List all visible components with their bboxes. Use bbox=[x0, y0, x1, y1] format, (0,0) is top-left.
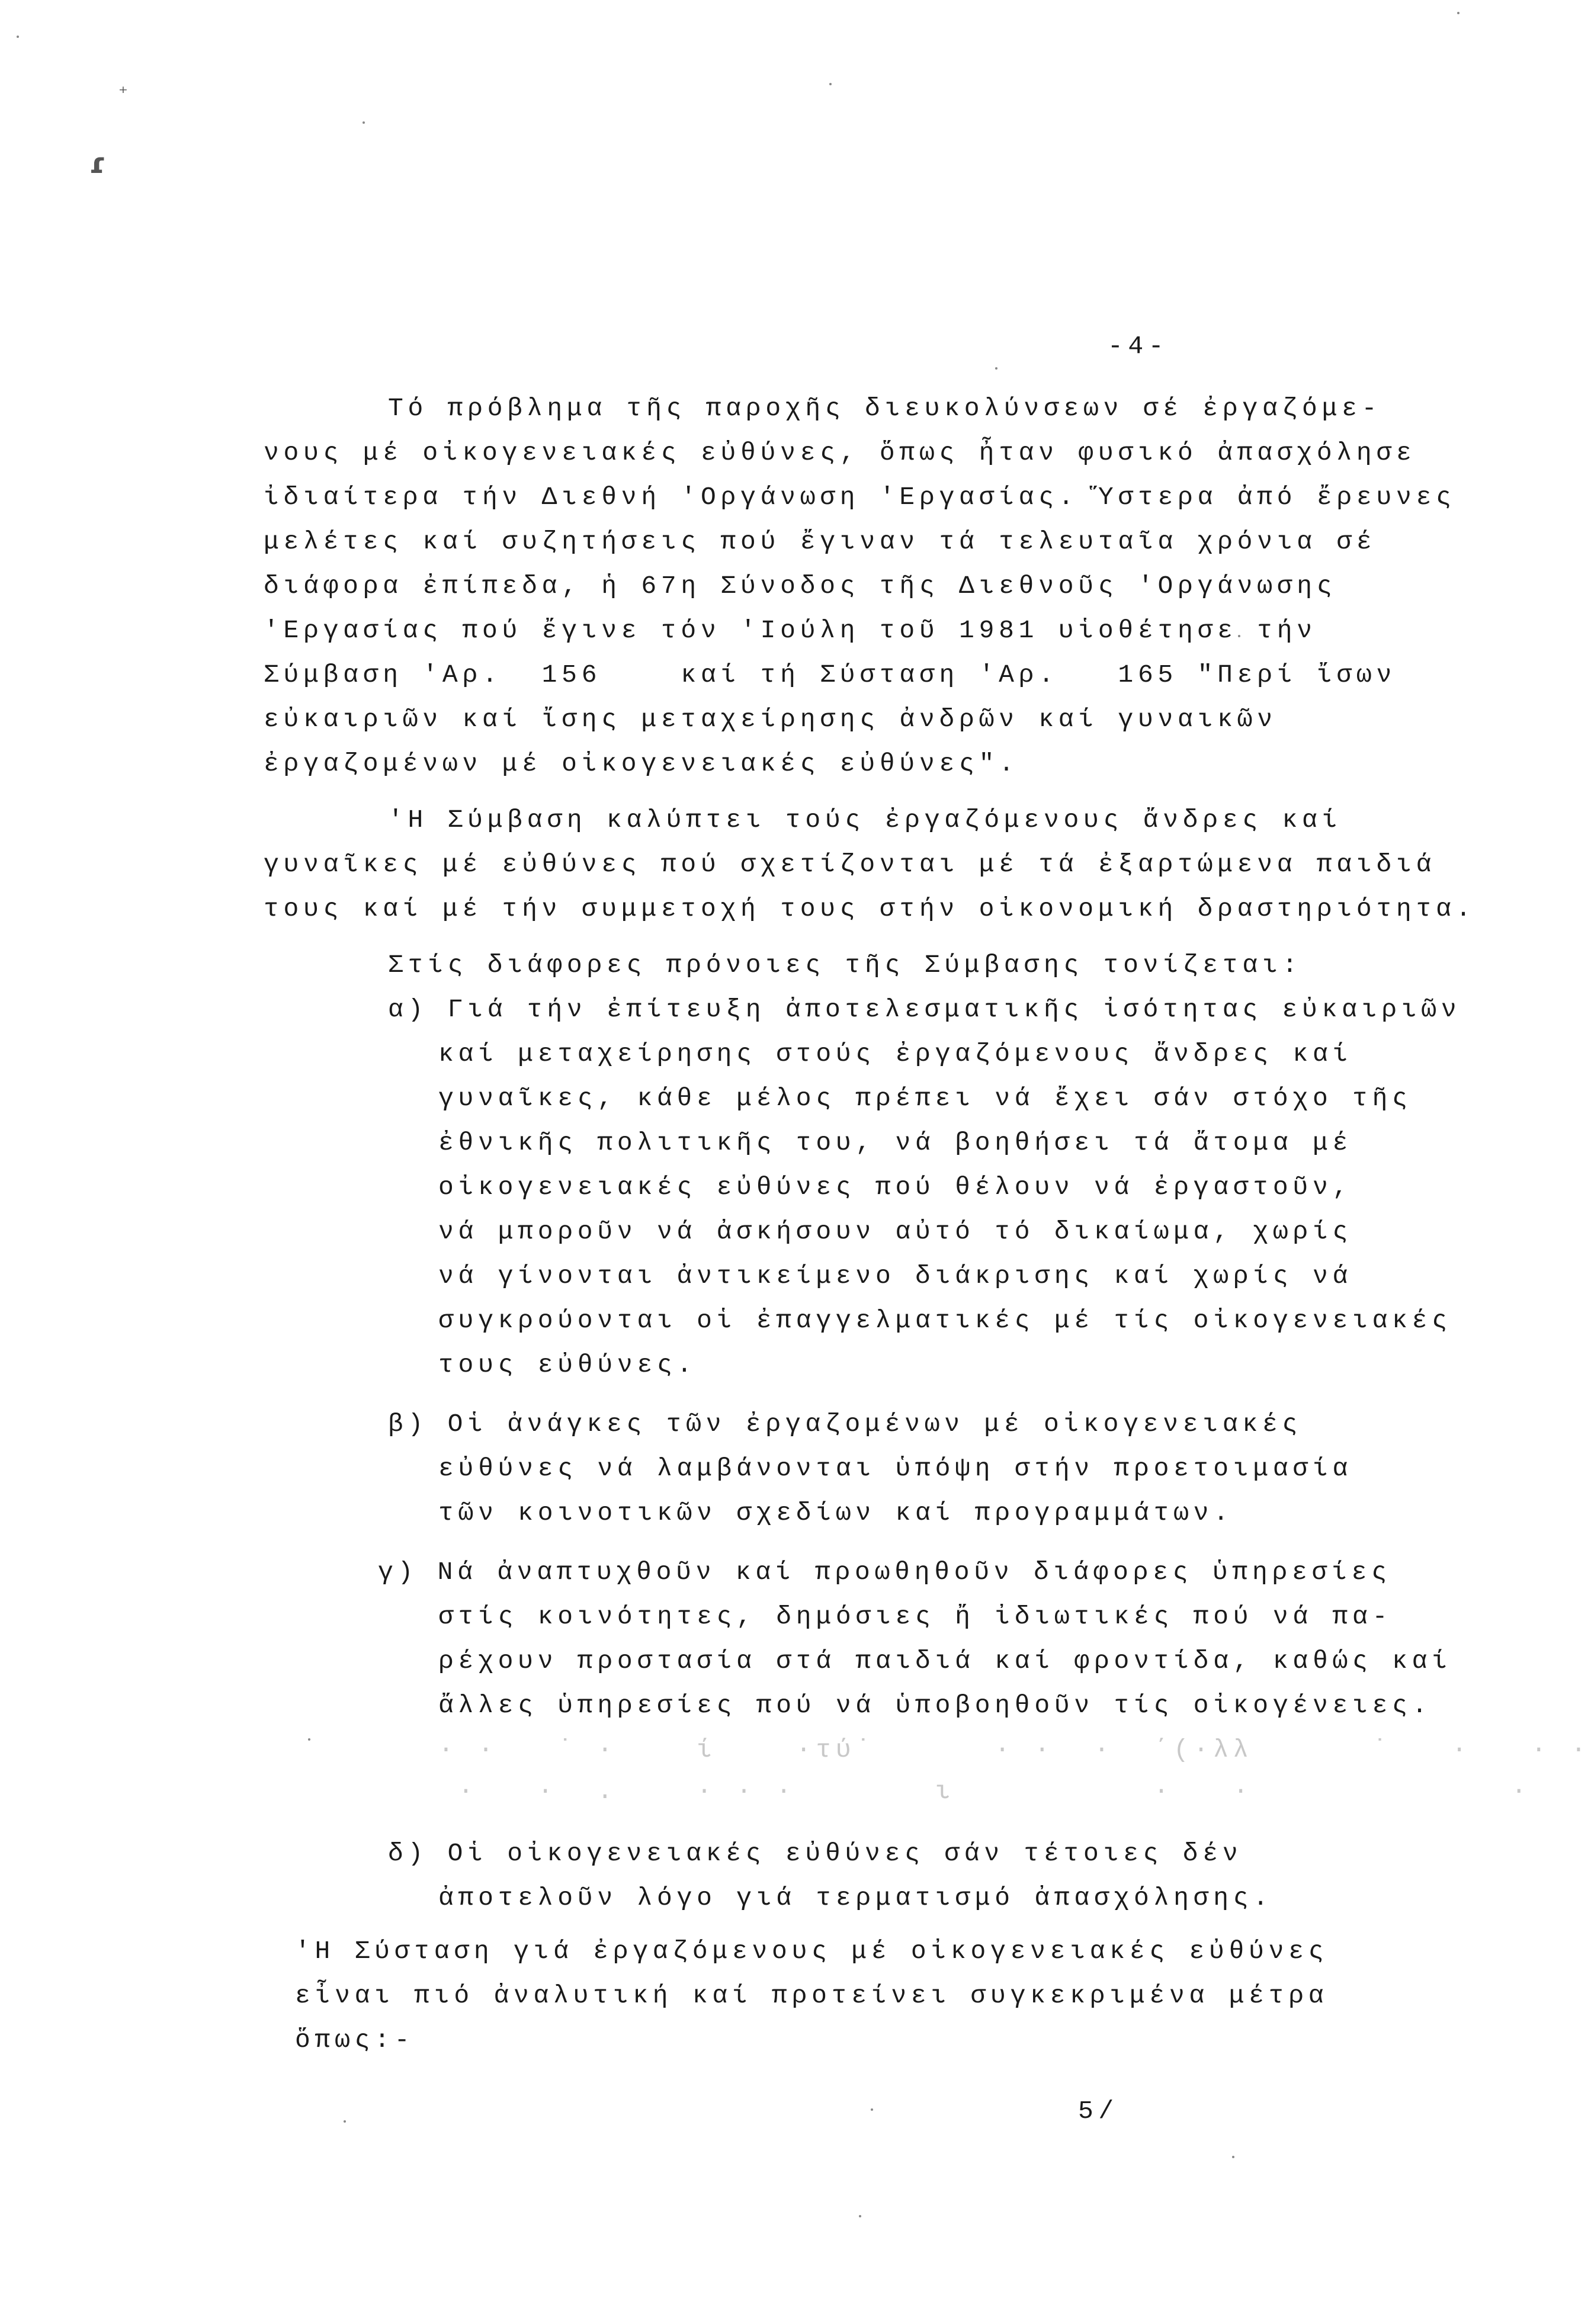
next-page-marker: 5/ bbox=[1078, 2097, 1119, 2126]
paragraph-1-line: ἐργαζομένων μέ οἰκογενειακές εὐθύνες". bbox=[264, 749, 1019, 778]
page-number: -4- bbox=[1108, 332, 1169, 361]
paragraph-1-line: Τό πρόβλημα τῆς παροχῆς διευκολύνσεων σέ ἐργαζόμε- bbox=[388, 394, 1382, 423]
scan-mark: ⁺ bbox=[118, 83, 128, 104]
item-a-line: γυναῖκες, κάθε μέλος πρέπει νά ἔχει σάν στόχο τῆς bbox=[438, 1084, 1412, 1113]
scan-speck bbox=[859, 2215, 861, 2217]
paragraph-4-line: 'Η Σύσταση γιά ἐργαζόμενους μέ οἰκογενειακές εὐθύνες bbox=[295, 1937, 1329, 1966]
item-b-line: εὐθύνες νά λαμβάνονται ὑπόψη στήν προετοιμασία bbox=[438, 1454, 1353, 1483]
paragraph-4-line: εἶναι πιό ἀναλυτική καί προτείνει συγκεκριμένα μέτρα bbox=[295, 1981, 1329, 2010]
scan-speck bbox=[871, 2108, 873, 2111]
paragraph-1-line: ἰδιαίτερα τήν Διεθνή 'Οργάνωση 'Εργασίας. Ὕστερα ἀπό ἔρευνες bbox=[264, 483, 1456, 512]
paragraph-2-line: γυναῖκες μέ εὐθύνες πού σχετίζονται μέ τά ἐξαρτώμενα παιδιά bbox=[264, 850, 1436, 879]
faded-text-artifact: · · ˙ · ί ·τύ˙ · · · ΄(·λλ ˙ · · · bbox=[438, 1735, 1591, 1764]
scan-speck bbox=[363, 121, 365, 124]
scan-mark: ɾ bbox=[89, 147, 106, 180]
item-b-line: β) Οἱ ἀνάγκες τῶν ἐργαζομένων μέ οἰκογενειακές bbox=[388, 1410, 1303, 1439]
item-d-line: ἀποτελοῦν λόγο γιά τερματισμό ἀπασχόλησης. bbox=[438, 1883, 1273, 1912]
paragraph-2-line: τους καί μέ τήν συμμετοχή τους στήν οἰκονομική δραστηριότητα. bbox=[264, 894, 1476, 923]
item-a-line: καί μεταχείρησης στούς ἐργαζόμενους ἄνδρες καί bbox=[438, 1039, 1353, 1068]
item-a-line: ἐθνικῆς πολιτικῆς του, νά βοηθήσει τά ἄτομα μέ bbox=[438, 1128, 1353, 1157]
paragraph-1-line: μελέτες καί συζητήσεις πού ἔγιναν τά τελευταῖα χρόνια σέ bbox=[264, 527, 1377, 556]
item-a-line: νά γίνονται ἀντικείμενο διάκρισης καί χωρίς νά bbox=[438, 1261, 1353, 1291]
item-a-line: α) Γιά τήν ἐπίτευξη ἀποτελεσματικῆς ἰσότητας εὐκαιριῶν bbox=[388, 995, 1461, 1024]
item-d-line: δ) Οἱ οἰκογενειακές εὐθύνες σάν τέτοιες δέν bbox=[388, 1839, 1243, 1868]
paragraph-1-line: 'Εργασίας πού ἔγινε τόν 'Ιούλη τοῦ 1981 υἱοθέτησε τήν bbox=[264, 616, 1317, 645]
provisions-intro: Στίς διάφορες πρόνοιες τῆς Σύμβασης τονίζεται: bbox=[388, 951, 1303, 980]
scan-speck bbox=[1232, 2156, 1234, 2158]
scan-speck bbox=[17, 36, 19, 38]
item-a-line: νά μποροῦν νά ἀσκήσουν αὐτό τό δικαίωμα, χωρίς bbox=[438, 1217, 1353, 1246]
item-a-line: οἰκογενειακές εὐθύνες πού θέλουν νά ἐργαστοῦν, bbox=[438, 1173, 1353, 1202]
scan-speck bbox=[344, 2120, 346, 2123]
item-a-line: συγκρούονται οἱ ἐπαγγελματικές μέ τίς οἰκογενειακές bbox=[438, 1306, 1452, 1335]
paragraph-1-line: διάφορα ἐπίπεδα, ἡ 67η Σύνοδος τῆς Διεθνοῦς 'Οργάνωσης bbox=[264, 572, 1337, 601]
item-c-line: ἄλλες ὑπηρεσίες πού νά ὑποβοηθοῦν τίς οἰκογένειες. bbox=[438, 1691, 1432, 1720]
item-c-line: στίς κοινότητες, δημόσιες ἤ ἰδιωτικές πού νά πα- bbox=[438, 1602, 1393, 1631]
item-c-line: ρέχουν προστασία στά παιδιά καί φροντίδα, καθώς καί bbox=[438, 1646, 1452, 1675]
scan-speck bbox=[995, 367, 997, 370]
item-c-line: γ) Νά ἀναπτυχθοῦν καί προωθηθοῦν διάφορες ὑπηρεσίες bbox=[378, 1558, 1391, 1587]
scan-speck bbox=[829, 83, 832, 85]
faded-text-artifact: · · . · · · ι · · · bbox=[438, 1777, 1531, 1806]
item-b-line: τῶν κοινοτικῶν σχεδίων καί προγραμμάτων. bbox=[438, 1498, 1233, 1527]
item-a-line: τους εὐθύνες. bbox=[438, 1350, 697, 1379]
paragraph-1-line: Σύμβαση 'Αρ. 156 καί τή Σύσταση 'Αρ. 165 "Περί ἴσων bbox=[264, 660, 1397, 689]
paragraph-1-line: νους μέ οἰκογενειακές εὐθύνες, ὅπως ἦταν φυσικό ἀπασχόλησε bbox=[264, 438, 1416, 467]
scan-speck bbox=[1457, 12, 1460, 14]
paragraph-2-line: 'Η Σύμβαση καλύπτει τούς ἐργαζόμενους ἄνδρες καί bbox=[388, 805, 1342, 834]
paragraph-1-line: εὐκαιριῶν καί ἴσης μεταχείρησης ἀνδρῶν καί γυναικῶν bbox=[264, 705, 1277, 734]
paragraph-4-line: ὅπως:- bbox=[295, 2026, 415, 2055]
scan-speck bbox=[308, 1738, 310, 1741]
